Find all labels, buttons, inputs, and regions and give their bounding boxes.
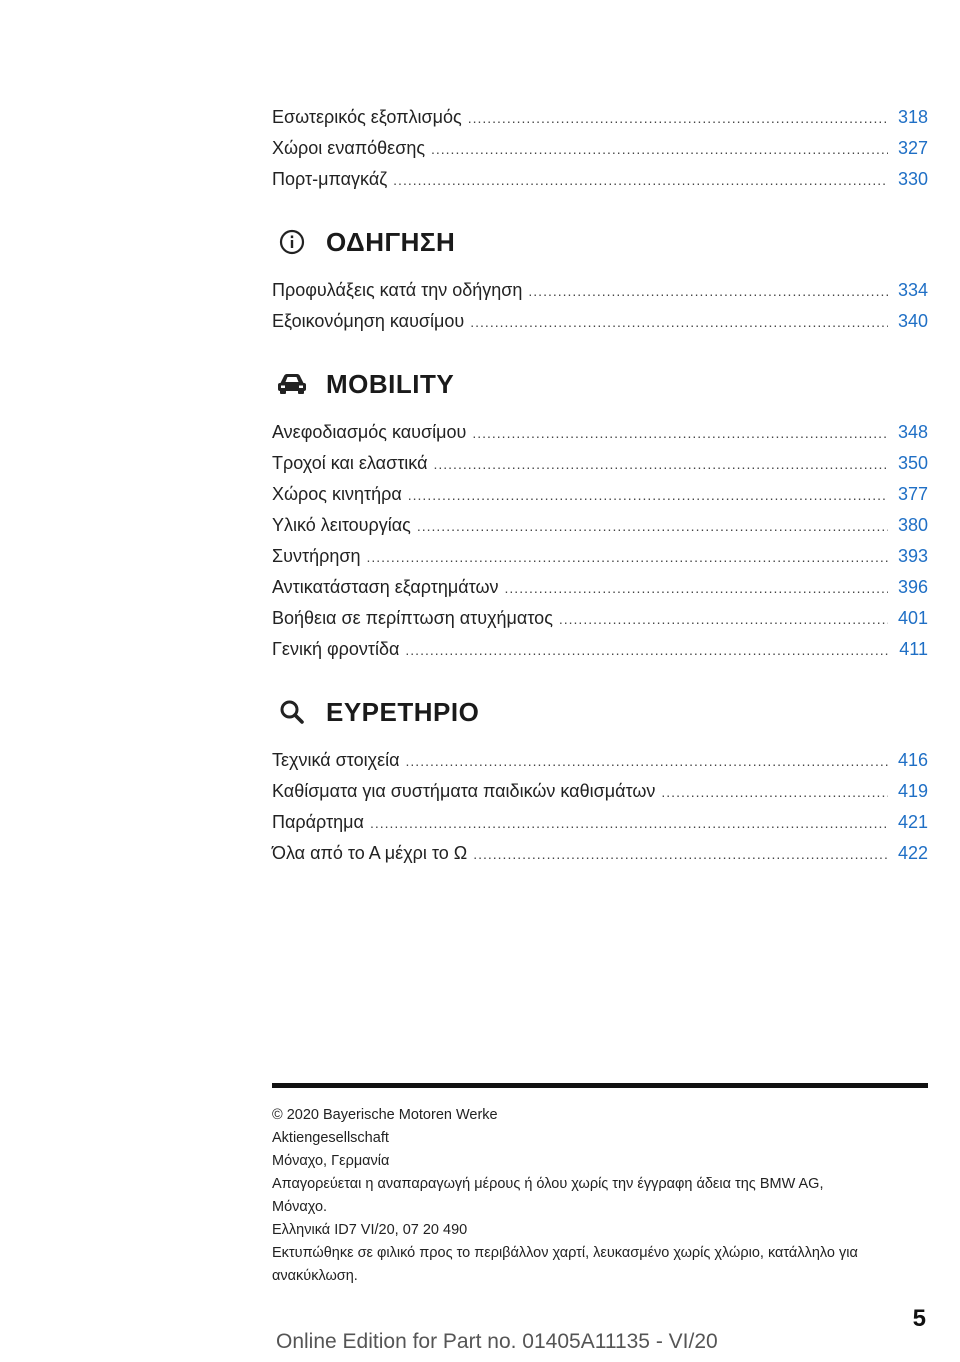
dot-leader [406, 746, 888, 777]
toc-entry-title: Παράρτημα [272, 812, 364, 832]
toc-entry-engine-compartment[interactable] [272, 479, 928, 510]
imprint-line: Μόναχο. [272, 1199, 328, 1215]
imprint-line: Ελληνικά ID7 VI/20, 07 20 490 [272, 1222, 468, 1238]
toc-page-link[interactable]: 330 [897, 169, 928, 189]
table-of-contents [272, 102, 928, 869]
toc-page-link[interactable]: 377 [897, 484, 928, 504]
toc-entry-maintenance[interactable] [272, 541, 928, 572]
toc-entry-title: Καθίσματα για συστήματα παιδικών καθισμάτων [272, 781, 656, 801]
toc-entry-title: Συντήρηση [272, 546, 361, 566]
section-heading: MOBILITY [326, 368, 455, 399]
imprint-line: Εκτυπώθηκε σε φιλικό προς το περιβάλλον χαρτί, λευκασμένο χωρίς χλώριο, κατάλληλο για [272, 1245, 858, 1261]
toc-page-link[interactable]: 411 [899, 639, 928, 659]
toc-entry-child-seats[interactable] [272, 776, 928, 807]
page-number: 5 [912, 1305, 926, 1332]
toc-page-link[interactable]: 334 [897, 280, 928, 300]
section-header-index [272, 695, 928, 729]
toc-entry-title: Αντικατάσταση εξαρτημάτων [272, 577, 499, 597]
section-header-driving [272, 225, 928, 259]
imprint-line: Μόναχο, Γερμανία [272, 1153, 390, 1169]
toc-entry-technical-data[interactable] [272, 745, 928, 776]
dot-leader [505, 573, 888, 604]
toc-page-link[interactable]: 318 [897, 107, 928, 127]
toc-entry-trunk[interactable] [272, 164, 928, 195]
dot-leader [405, 635, 888, 666]
car-icon [272, 367, 312, 401]
toc-entry-title: Ανεφοδιασμός καυσίμου [272, 422, 467, 442]
toc-entry-wheels-tires[interactable] [272, 448, 928, 479]
toc-page-link[interactable]: 350 [897, 453, 928, 473]
toc-entry-title: Υλικό λειτουργίας [272, 515, 411, 535]
toc-entry-appendix[interactable] [272, 807, 928, 838]
toc-entry-general-care[interactable] [272, 634, 928, 665]
toc-entry-refueling[interactable] [272, 417, 928, 448]
dot-leader [408, 480, 888, 511]
section-heading: ΕΥΡΕΤΗΡΙΟ [326, 696, 480, 727]
dot-leader [468, 103, 888, 134]
imprint-line: Aktiengesellschaft [272, 1130, 389, 1146]
toc-page-link[interactable]: 416 [897, 750, 928, 770]
toc-entry-title: Τεχνικά στοιχεία [272, 750, 400, 770]
dot-leader [472, 418, 888, 449]
toc-entry-operating-materials[interactable] [272, 510, 928, 541]
toc-entry-title: Γενική φροντίδα [272, 639, 400, 659]
dot-leader [431, 134, 888, 165]
info-icon [272, 225, 312, 259]
toc-page-link[interactable]: 422 [897, 843, 928, 863]
toc-entry-title: Χώροι εναπόθεσης [272, 138, 425, 158]
dot-leader [559, 604, 888, 635]
imprint-line: © 2020 Bayerische Motoren Werke [272, 1107, 498, 1123]
dot-leader [370, 808, 888, 839]
online-edition-watermark: Online Edition for Part no. 01405A11135 - VI/20 [276, 1330, 718, 1353]
toc-entry-title: Εξοικονόμηση καυσίμου [272, 311, 465, 331]
toc-page-link[interactable]: 393 [897, 546, 928, 566]
dot-leader [366, 542, 888, 573]
toc-entry-title: Χώρος κινητήρα [272, 484, 402, 504]
section-header-mobility [272, 367, 928, 401]
dot-leader [393, 165, 888, 196]
imprint-line: Απαγορεύεται η αναπαραγωγή μέρους ή όλου χωρίς την έγγραφη άδεια της BMW AG, [272, 1176, 824, 1192]
dot-leader [661, 777, 888, 808]
dot-leader [417, 511, 888, 542]
toc-page-link[interactable]: 348 [897, 422, 928, 442]
toc-page-link[interactable]: 380 [897, 515, 928, 535]
toc-entry-title: Προφυλάξεις κατά την οδήγηση [272, 280, 523, 300]
imprint-footer [272, 1083, 928, 1288]
toc-entry-title: Εσωτερικός εξοπλισμός [272, 107, 462, 127]
toc-page-link[interactable]: 340 [897, 311, 928, 331]
toc-entry-interior-equipment[interactable] [272, 102, 928, 133]
section-heading: ΟΔΗΓΗΣΗ [326, 226, 456, 257]
toc-entry-fuel-saving[interactable] [272, 306, 928, 337]
toc-entry-replacing-components[interactable] [272, 572, 928, 603]
dot-leader [473, 839, 888, 870]
toc-page-link[interactable]: 421 [897, 812, 928, 832]
toc-entry-title: Τροχοί και ελαστικά [272, 453, 428, 473]
toc-entry-driving-precautions[interactable] [272, 275, 928, 306]
dot-leader [434, 449, 889, 480]
imprint-line: ανακύκλωση. [272, 1268, 358, 1284]
search-icon [272, 695, 312, 729]
toc-page-link[interactable]: 401 [897, 608, 928, 628]
toc-entry-title: Όλα από το Α μέχρι το Ω [272, 843, 468, 863]
toc-entry-title: Πορτ-μπαγκάζ [272, 169, 388, 189]
toc-page-link[interactable]: 327 [897, 138, 928, 158]
toc-entry-storage[interactable] [272, 133, 928, 164]
toc-entry-a-to-z[interactable] [272, 838, 928, 869]
dot-leader [528, 276, 888, 307]
toc-entry-breakdown-assistance[interactable] [272, 603, 928, 634]
toc-page-link[interactable]: 419 [897, 781, 928, 801]
toc-entry-title: Βοήθεια σε περίπτωση ατυχήματος [272, 608, 553, 628]
toc-page-link[interactable]: 396 [897, 577, 928, 597]
dot-leader [470, 307, 888, 338]
